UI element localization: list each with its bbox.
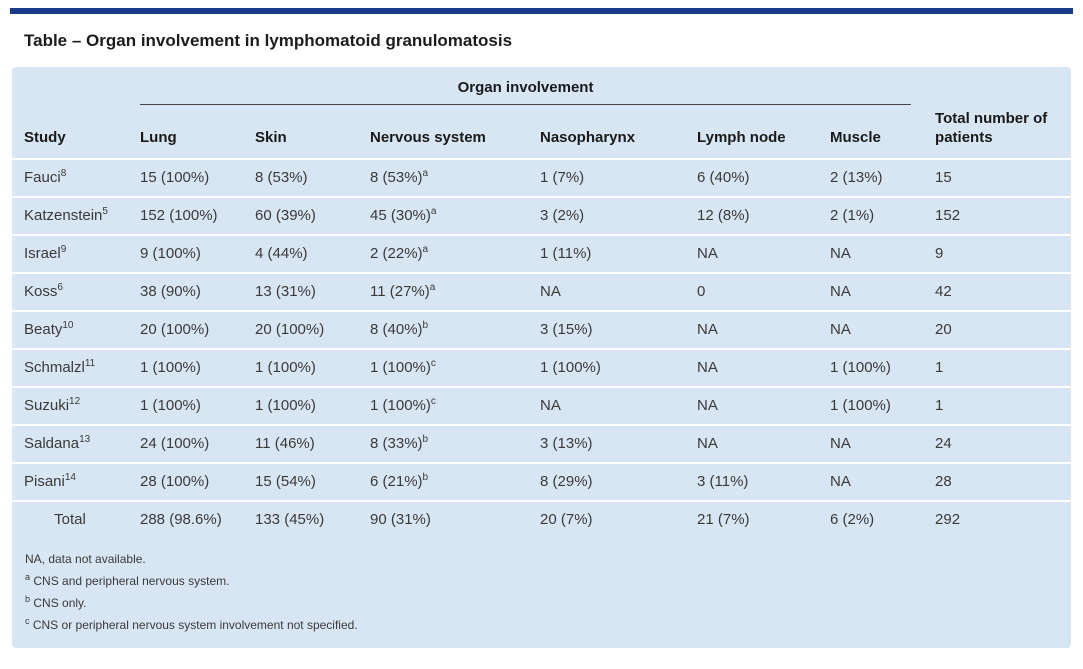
cell-study: [12, 159, 128, 197]
cell-study: [12, 387, 128, 425]
cell-lymph-node: NA: [685, 235, 818, 273]
column-header-nervous-system: Nervous system: [370, 129, 486, 146]
column-header-lung: Lung: [140, 129, 177, 146]
cell-nervous-system: [358, 387, 528, 425]
cell-muscle: NA: [818, 311, 923, 349]
nervous-value: 45 (30%): [370, 207, 431, 224]
cell-total: 20: [923, 311, 1071, 349]
reference-superscript: 11: [84, 358, 96, 369]
footnote-marker: c: [25, 616, 30, 626]
cell-lung: 288 (98.6%): [128, 501, 243, 538]
cell-muscle: NA: [818, 463, 923, 501]
reference-superscript: 9: [60, 244, 67, 255]
footnote-superscript: b: [422, 434, 429, 445]
cell-study: [12, 311, 128, 349]
cell-skin: 1 (100%): [243, 387, 358, 425]
table-row: [12, 311, 1071, 349]
column-header-row: [12, 105, 1071, 159]
cell-lung: 24 (100%): [128, 425, 243, 463]
cell-muscle: NA: [818, 273, 923, 311]
cell-muscle: NA: [818, 425, 923, 463]
cell-skin: 15 (54%): [243, 463, 358, 501]
table-row: [12, 387, 1071, 425]
cell-nervous-system: 90 (31%): [358, 501, 528, 538]
cell-study: [12, 197, 128, 235]
cell-lymph-node: 12 (8%): [685, 197, 818, 235]
cell-skin: 13 (31%): [243, 273, 358, 311]
table-row: [12, 159, 1071, 197]
footnote-superscript: b: [422, 472, 429, 483]
cell-lymph-node: 0: [685, 273, 818, 311]
cell-lung: 38 (90%): [128, 273, 243, 311]
nervous-value: 1 (100%): [370, 359, 431, 376]
reference-superscript: 13: [79, 434, 91, 445]
cell-total: 292: [923, 501, 1071, 538]
cell-muscle: 1 (100%): [818, 349, 923, 387]
cell-study: [12, 349, 128, 387]
cell-skin: 11 (46%): [243, 425, 358, 463]
study-name: Koss: [24, 283, 58, 300]
footnote-superscript: b: [422, 320, 429, 331]
cell-nasopharynx: 1 (100%): [528, 349, 685, 387]
reference-superscript: 6: [57, 282, 63, 293]
reference-superscript: 5: [102, 206, 108, 217]
footnote-na: [25, 548, 1057, 570]
table-row: [12, 463, 1071, 501]
cell-skin: 8 (53%): [243, 159, 358, 197]
table-row: [12, 235, 1071, 273]
study-name: Fauci: [24, 169, 61, 186]
cell-muscle: 1 (100%): [818, 387, 923, 425]
cell-nasopharynx: 8 (29%): [528, 463, 685, 501]
cell-skin: 4 (44%): [243, 235, 358, 273]
nervous-value: 8 (53%): [370, 169, 423, 186]
cell-nasopharynx: 1 (7%): [528, 159, 685, 197]
cell-total: 152: [923, 197, 1071, 235]
organ-involvement-span-header: [128, 67, 923, 105]
table-row: [12, 197, 1071, 235]
study-name: Israel: [24, 245, 61, 262]
cell-lung: 1 (100%): [128, 387, 243, 425]
cell-nasopharynx: NA: [528, 387, 685, 425]
cell-nasopharynx: 3 (15%): [528, 311, 685, 349]
column-header-nasopharynx: Nasopharynx: [540, 129, 636, 146]
cell-nervous-system: [358, 273, 528, 311]
footnote-a: [25, 570, 1057, 592]
nervous-value: 8 (33%): [370, 435, 423, 452]
cell-nervous-system: [358, 463, 528, 501]
nervous-value: 1 (100%): [370, 397, 431, 414]
reference-superscript: 12: [69, 396, 81, 407]
table-row: [12, 349, 1071, 387]
column-header-total-patients: Total number of patients: [935, 110, 1048, 146]
reference-superscript: 10: [62, 320, 74, 331]
footnote-superscript: c: [430, 396, 436, 407]
cell-lung: 9 (100%): [128, 235, 243, 273]
span-header-spacer-right: [923, 67, 1071, 105]
table-row-total: [12, 501, 1071, 538]
footnote-marker: a: [25, 572, 31, 582]
nervous-value: 6 (21%): [370, 473, 423, 490]
cell-muscle: NA: [818, 235, 923, 273]
footnote-superscript: a: [422, 244, 429, 255]
table-panel: [12, 67, 1071, 648]
cell-total: 42: [923, 273, 1071, 311]
nervous-value: 11 (27%): [370, 283, 430, 300]
column-header-lymph-node: Lymph node: [697, 129, 786, 146]
cell-nervous-system: [358, 311, 528, 349]
organ-involvement-table: [12, 67, 1071, 538]
cell-lymph-node: NA: [685, 425, 818, 463]
cell-muscle: 2 (13%): [818, 159, 923, 197]
cell-lung: 20 (100%): [128, 311, 243, 349]
study-name: Suzuki: [24, 397, 70, 414]
footnotes: [12, 538, 1071, 636]
column-header-skin: Skin: [255, 129, 287, 146]
study-name: Pisani: [24, 473, 65, 490]
footnote-text: CNS or peripheral nervous system involvement not specified.: [32, 618, 358, 632]
page: [0, 8, 1083, 648]
cell-skin: 1 (100%): [243, 349, 358, 387]
cell-muscle: 6 (2%): [818, 501, 923, 538]
cell-nasopharynx: 3 (13%): [528, 425, 685, 463]
cell-study: [12, 235, 128, 273]
reference-superscript: 14: [64, 472, 76, 483]
column-header-muscle: Muscle: [830, 129, 881, 146]
cell-total: 1: [923, 349, 1071, 387]
cell-nervous-system: [358, 159, 528, 197]
footnote-text: CNS only.: [33, 596, 87, 610]
cell-lymph-node: NA: [685, 387, 818, 425]
nervous-value: 8 (40%): [370, 321, 423, 338]
cell-total: 9: [923, 235, 1071, 273]
footnote-superscript: a: [430, 206, 437, 217]
cell-study: [12, 463, 128, 501]
table-row: [12, 273, 1071, 311]
span-header-row: [12, 67, 1071, 105]
study-name: Saldana: [24, 435, 80, 452]
cell-nervous-system: [358, 425, 528, 463]
cell-lymph-node: 6 (40%): [685, 159, 818, 197]
footnote-b: [25, 592, 1057, 614]
cell-nasopharynx: 3 (2%): [528, 197, 685, 235]
cell-total: 15: [923, 159, 1071, 197]
page-title: Table – Organ involvement in lymphomatoid granulomatosis: [24, 31, 513, 50]
footnote-superscript: a: [429, 282, 436, 293]
cell-lymph-node: NA: [685, 311, 818, 349]
cell-nervous-system: [358, 197, 528, 235]
span-header-spacer-left: [12, 67, 128, 105]
footnote-c: [25, 614, 1057, 636]
cell-total: 1: [923, 387, 1071, 425]
cell-study: [12, 425, 128, 463]
cell-nasopharynx: 20 (7%): [528, 501, 685, 538]
cell-lung: 28 (100%): [128, 463, 243, 501]
cell-skin: 60 (39%): [243, 197, 358, 235]
cell-total: 24: [923, 425, 1071, 463]
study-name: Schmalzl: [24, 359, 85, 376]
study-name: Katzenstein: [24, 207, 103, 224]
cell-lymph-node: NA: [685, 349, 818, 387]
cell-lung: 15 (100%): [128, 159, 243, 197]
cell-skin: 133 (45%): [243, 501, 358, 538]
nervous-value: 2 (22%): [370, 245, 423, 262]
cell-muscle: 2 (1%): [818, 197, 923, 235]
footnote-marker: b: [25, 594, 31, 604]
cell-lymph-node: 3 (11%): [685, 463, 818, 501]
cell-study: Total: [12, 501, 128, 538]
top-rule: [10, 8, 1073, 14]
cell-skin: 20 (100%): [243, 311, 358, 349]
study-name: Beaty: [24, 321, 63, 338]
cell-nasopharynx: 1 (11%): [528, 235, 685, 273]
cell-nervous-system: [358, 349, 528, 387]
column-header-study: Study: [24, 129, 66, 146]
cell-nervous-system: [358, 235, 528, 273]
reference-superscript: 8: [60, 168, 67, 179]
footnote-superscript: c: [430, 358, 436, 369]
footnote-superscript: a: [422, 168, 429, 179]
cell-total: 28: [923, 463, 1071, 501]
footnote-text: CNS and peripheral nervous system.: [33, 574, 230, 588]
organ-involvement-label: Organ involvement: [140, 67, 911, 105]
cell-nasopharynx: NA: [528, 273, 685, 311]
cell-study: [12, 273, 128, 311]
cell-lung: 1 (100%): [128, 349, 243, 387]
footnote-text: NA, data not available.: [25, 552, 146, 566]
cell-lung: 152 (100%): [128, 197, 243, 235]
table-row: [12, 425, 1071, 463]
cell-lymph-node: 21 (7%): [685, 501, 818, 538]
